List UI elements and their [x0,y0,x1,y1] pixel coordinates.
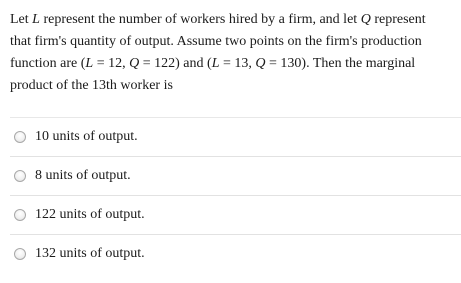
question-fragment: = 122) and ( [139,56,212,71]
answer-option-3[interactable] [10,195,461,234]
variable-Q: Q [129,56,140,71]
radio-button-icon[interactable] [14,170,26,182]
answer-option-label: 8 units of output. [35,168,131,183]
question-fragment: = 13, [219,56,256,71]
question-line-1 [10,9,456,31]
answer-option-4[interactable] [10,234,461,273]
question-fragment: function are ( [10,56,86,71]
variable-Q: Q [360,12,371,27]
answer-option-label: 132 units of output. [35,246,145,261]
radio-button-icon[interactable] [14,131,26,143]
answer-option-label: 10 units of output. [35,129,138,144]
question-text [10,9,456,97]
radio-button-icon[interactable] [14,248,26,260]
question-fragment: represent the number of workers hired by a firm, and let [39,12,361,27]
variable-L: L [211,56,220,71]
question-fragment: Let [10,12,33,27]
question-fragment: = 130). Then the marginal [265,56,416,71]
variable-L: L [85,56,94,71]
variable-L: L [32,12,40,27]
answer-option-1[interactable] [10,117,461,156]
question-line-3 [10,53,456,75]
answer-option-label: 122 units of output. [35,207,145,222]
radio-button-icon[interactable] [14,209,26,221]
answer-options [10,117,461,273]
question-line-2: that firm's quantity of output. Assume two points on the firm's production [10,34,422,49]
variable-Q: Q [255,56,266,71]
question-fragment: = 12, [93,56,130,71]
question-line-4: product of the 13th worker is [10,78,173,93]
question-fragment: represent [370,12,426,27]
answer-option-2[interactable] [10,156,461,195]
